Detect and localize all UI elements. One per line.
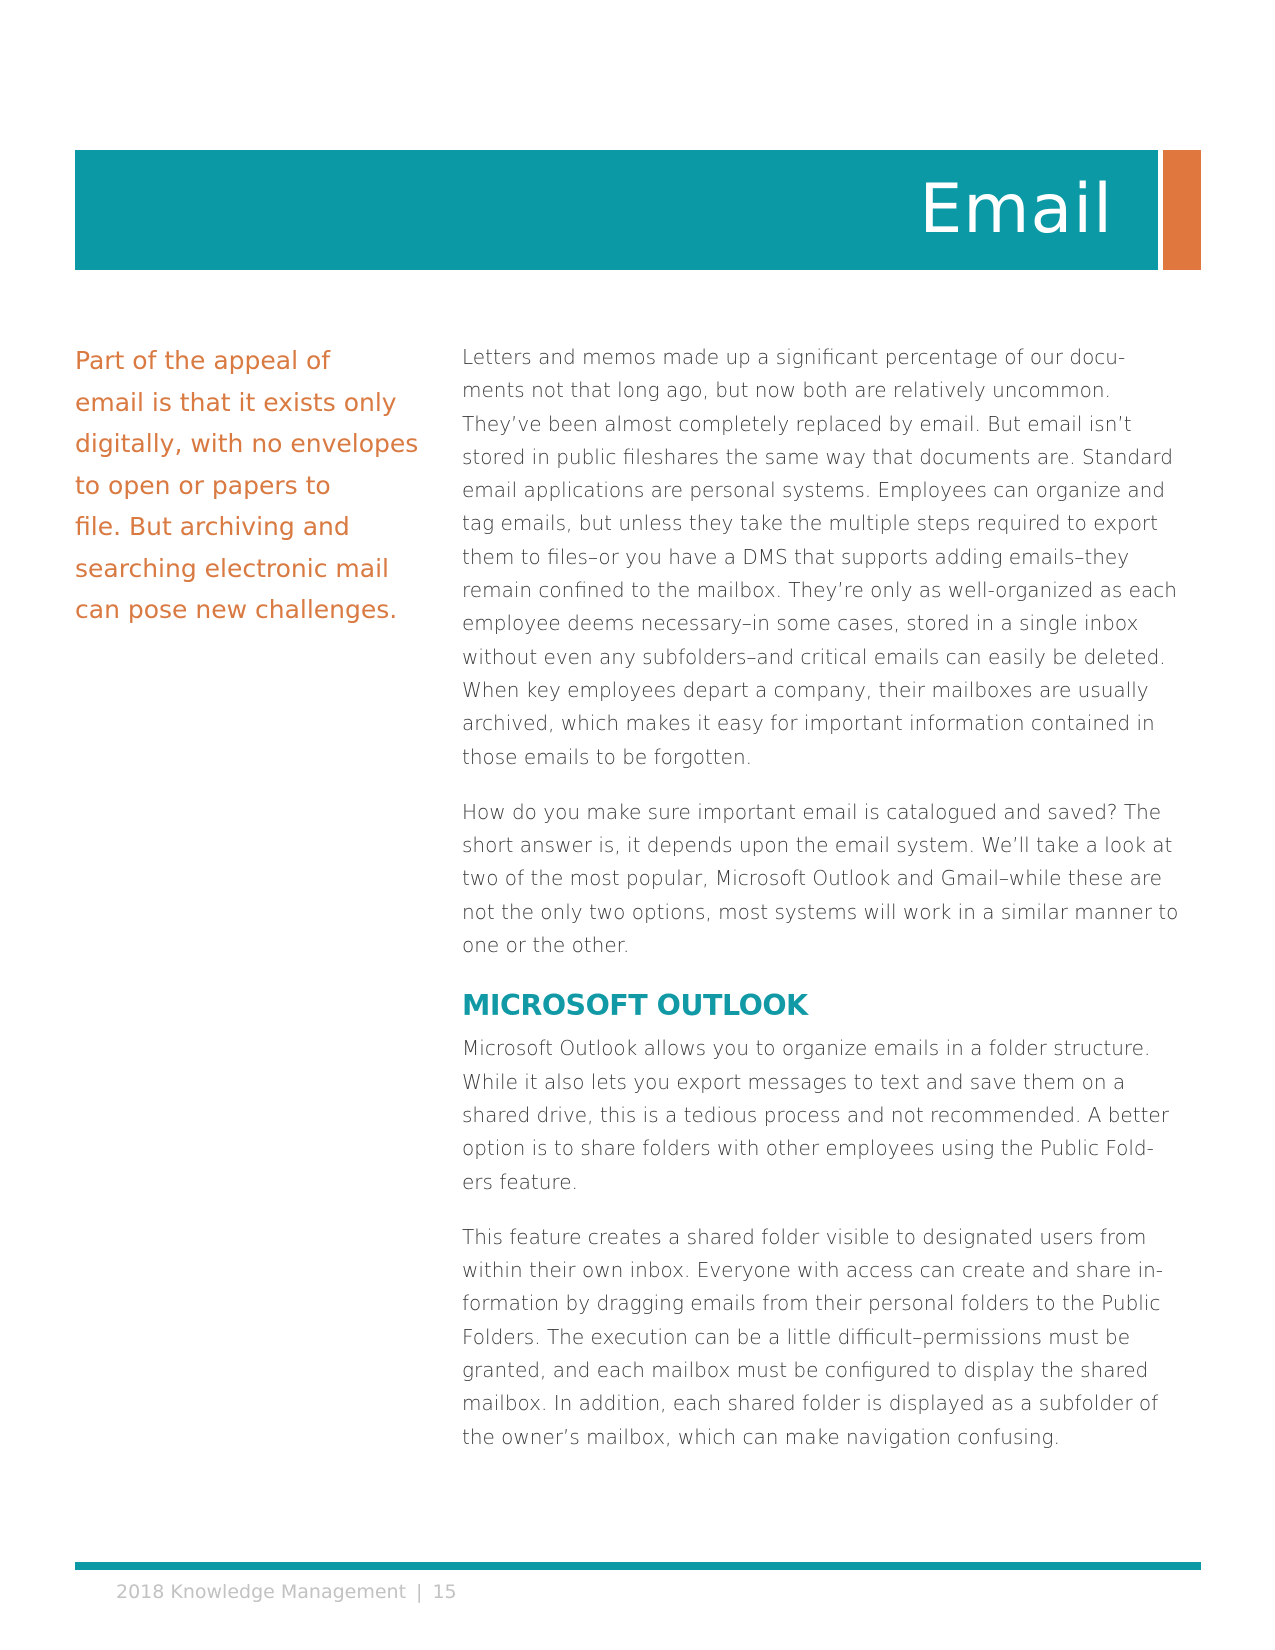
text-line: granted, and each mailbox must be configured to display the shared	[462, 1358, 1149, 1383]
pull-quote-line: can pose new challenges.	[75, 595, 398, 624]
body-paragraph-1	[462, 341, 1207, 774]
page-number: 15	[432, 1581, 457, 1603]
page-title: Email	[919, 170, 1113, 249]
text-line: short answer is, it depends upon the email system. We’ll take a look at	[462, 833, 1173, 858]
footer-separator: |	[416, 1581, 423, 1603]
body-paragraph-3	[462, 1032, 1207, 1198]
pull-quote-line: email is that it exists only	[75, 387, 397, 417]
text-line: mailbox. In addition, each shared folder is displayed as a subfolder of	[462, 1391, 1159, 1416]
text-line: tag emails, but unless they take the multiple steps required to export	[462, 511, 1158, 536]
pull-quote-line: file. But archiving and	[75, 512, 350, 541]
text-line: within their own inbox. Everyone with access can create and share in-	[462, 1258, 1164, 1283]
text-line: stored in public fileshares the same way that documents are. Standard	[462, 444, 1173, 469]
footer-rule	[75, 1562, 1201, 1570]
section-heading: MICROSOFT OUTLOOK	[462, 989, 808, 1023]
text-line: ers feature.	[462, 1169, 578, 1194]
footer	[116, 1579, 457, 1605]
body-paragraph-4	[462, 1221, 1207, 1454]
text-line: Folders. The execution can be a little difficult–permissions must be	[462, 1324, 1131, 1349]
title-accent-bar	[1163, 150, 1201, 270]
text-line: two of the most popular, Microsoft Outlook and Gmail–while these are	[462, 866, 1162, 891]
text-line: email applications are personal systems. Employees can organize and	[462, 478, 1165, 503]
text-line: without even any subfolders–and critical emails can easily be deleted.	[462, 644, 1166, 669]
text-line: the owner’s mailbox, which can make navigation confusing.	[462, 1424, 1060, 1449]
pull-quote-line: Part of the appeal of	[75, 346, 331, 375]
main-column	[462, 341, 1207, 1476]
text-line: not the only two options, most systems will work in a similar manner to	[462, 899, 1179, 924]
text-line: them to files–or you have a DMS that supports adding emails–they	[462, 544, 1130, 569]
title-banner	[75, 150, 1158, 270]
text-line: shared drive, this is a tedious process and not recommended. A better	[462, 1102, 1169, 1127]
text-line: formation by dragging emails from their personal folders to the Public	[462, 1291, 1161, 1316]
pull-quote-line: to open or papers to	[75, 470, 331, 500]
text-line: Letters and memos made up a significant percentage of our docu-	[462, 345, 1126, 369]
text-line: Microsoft Outlook allows you to organize emails in a folder structure.	[462, 1036, 1151, 1061]
text-line: When key employees depart a company, their mailboxes are usually	[462, 677, 1149, 702]
text-line: option is to share folders with other employees using the Public Fold-	[462, 1136, 1154, 1161]
text-line: employee deems necessary–in some cases, stored in a single inbox	[462, 611, 1139, 636]
text-line: ments not that long ago, but now both are relatively uncommon.	[462, 378, 1111, 403]
pull-quote	[75, 340, 420, 631]
pull-quote-line: digitally, with no envelopes	[75, 429, 419, 458]
text-line: one or the other.	[462, 933, 630, 958]
text-line: remain confined to the mailbox. They’re only as well-organized as each	[462, 578, 1177, 603]
text-line: those emails to be forgotten.	[462, 744, 752, 769]
text-line: While it also lets you export messages to text and save them on a	[462, 1069, 1126, 1094]
pull-quote-line: searching electronic mail	[75, 553, 389, 583]
text-line: archived, which makes it easy for important information contained in	[462, 711, 1155, 736]
text-line: They’ve been almost completely replaced by email. But email isn’t	[462, 411, 1132, 436]
footer-publication: 2018 Knowledge Management	[116, 1581, 407, 1603]
body-paragraph-2	[462, 796, 1207, 962]
text-line: How do you make sure important email is catalogued and saved? The	[462, 799, 1162, 824]
text-line: This feature creates a shared folder visible to designated users from	[462, 1224, 1147, 1249]
